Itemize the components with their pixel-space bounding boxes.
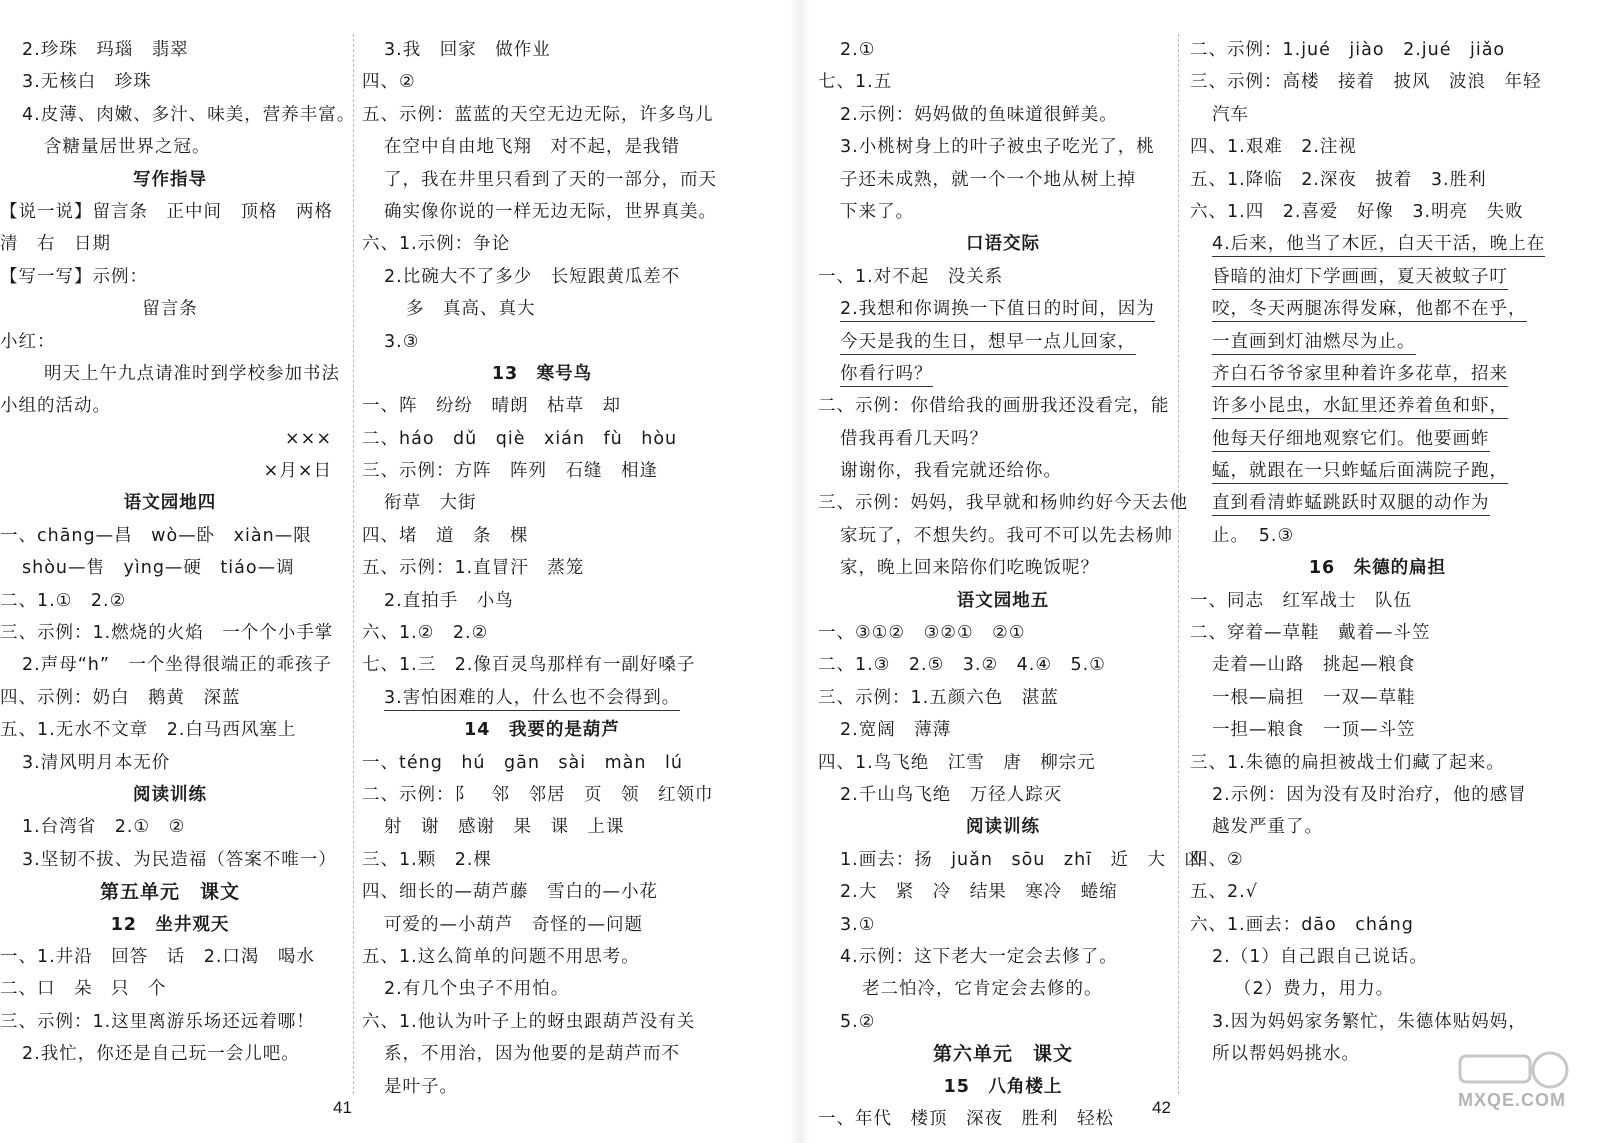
answer-line xyxy=(362,520,722,552)
answer-line xyxy=(1190,779,1565,811)
answer-line xyxy=(0,228,340,260)
answer-line xyxy=(0,390,340,422)
answer-text: 五、1.这么简单的问题不用思考。 xyxy=(362,946,640,967)
answer-line xyxy=(0,973,340,1005)
answer-text: 二、示例：阝 邻 邻居 页 领 红领巾 xyxy=(362,784,714,805)
answer-text: 所以帮妈妈挑水。 xyxy=(1212,1044,1360,1065)
answer-text: 3.我 回家 做作业 xyxy=(384,40,551,60)
answer-text: 越发严重了。 xyxy=(1212,817,1323,838)
answer-line xyxy=(1190,390,1565,422)
answer-line xyxy=(362,552,722,584)
answer-line xyxy=(1190,196,1565,228)
answer-line xyxy=(1190,164,1565,196)
answer-line xyxy=(818,973,1188,1005)
answer-text: 七、1.五 xyxy=(818,72,893,93)
section-heading xyxy=(0,487,340,519)
answer-text: 三、示例：妈妈，我早就和杨帅约好今天去他 xyxy=(818,493,1188,514)
answer-text: 七、1.三 2.像百灵鸟那样有一副好嗓子 xyxy=(362,655,696,676)
answer-text: 3.因为妈妈家务繁忙，朱德体贴妈妈， xyxy=(1212,1011,1527,1032)
answer-text: 家玩了，不想失约。我可不可以先去杨帅 xyxy=(840,525,1173,546)
answer-text: 一、阵 纷纷 晴朗 枯草 却 xyxy=(362,396,621,417)
answer-text: 他每天仔细地观察它们。他要画蚱 xyxy=(1212,429,1490,452)
answer-text: 2.（1）自己跟自己说话。 xyxy=(1212,946,1428,967)
answer-text: 二、háo dǔ qiè xián fù hòu xyxy=(362,428,678,449)
answer-text: 3.小桃树身上的叶子被虫子吃光了，桃 xyxy=(840,137,1155,158)
answer-text: 第六单元 课文 xyxy=(932,1043,1073,1066)
answer-line xyxy=(818,747,1188,779)
page-number-left: 41 xyxy=(333,1098,352,1117)
answer-line xyxy=(0,196,340,228)
answer-line xyxy=(1190,617,1565,649)
answer-line xyxy=(0,585,340,617)
answer-text: 许多小昆虫，水缸里还养着鱼和虾， xyxy=(1212,396,1508,419)
answer-text: 12 坐井观天 xyxy=(110,914,230,935)
section-heading xyxy=(0,293,340,325)
answer-text: 2.大 紧 冷 结果 寒冷 蜷缩 xyxy=(840,882,1118,903)
answer-line xyxy=(1190,747,1565,779)
page-number-right: 42 xyxy=(1152,1098,1171,1117)
answer-text: 四、示例：奶白 鹅黄 深蓝 xyxy=(0,687,241,708)
answer-line xyxy=(0,1006,340,1038)
answer-text: 语文园地五 xyxy=(956,590,1050,611)
answer-line xyxy=(818,844,1204,876)
answer-text: 小红： xyxy=(0,331,56,352)
answer-line xyxy=(362,779,722,811)
answer-line xyxy=(362,844,722,876)
answer-line xyxy=(0,811,340,843)
answer-line xyxy=(1190,423,1565,455)
answer-text: 4.示例：这下老大一定会去修了。 xyxy=(840,946,1118,967)
answer-text: 走着—山路 挑起—粮食 xyxy=(1212,655,1416,676)
watermark-text: MXQE.COM xyxy=(1458,1090,1567,1110)
answer-line xyxy=(1190,358,1565,390)
answer-line xyxy=(362,941,722,973)
section-heading xyxy=(362,714,722,746)
answer-text: 2.示例：妈妈做的鱼味道很鲜美。 xyxy=(840,104,1118,125)
answer-text: 可爱的—小葫芦 奇怪的—问题 xyxy=(384,914,643,935)
answer-line xyxy=(0,358,340,390)
answer-text: ×月×日 xyxy=(263,461,332,482)
answer-text: 三、示例：1.五颜六色 湛蓝 xyxy=(818,687,1059,708)
answer-text: 二、1.① 2.② xyxy=(0,590,127,611)
answer-line xyxy=(0,261,340,293)
answer-text: 三、示例：1.这里离游乐场还远着哪！ xyxy=(0,1011,315,1032)
answer-text: 齐白石爷爷家里种着许多花草，招来 xyxy=(1212,364,1508,387)
answer-text: 二、示例：1.jué jiào 2.jué jiǎo xyxy=(1190,40,1506,60)
answer-line xyxy=(362,487,722,519)
answer-line xyxy=(1190,228,1565,260)
answer-line xyxy=(0,34,340,66)
answer-line xyxy=(362,293,722,325)
answer-text: 五、1.降临 2.深夜 披着 3.胜利 xyxy=(1190,169,1487,190)
answer-line xyxy=(362,1071,722,1103)
answer-text: 一、téng hú gān sài màn lú xyxy=(362,752,683,773)
answer-line xyxy=(362,423,722,455)
answer-text: （2）费力，用力。 xyxy=(1234,979,1395,1000)
answer-text: 一、同志 红军战士 队伍 xyxy=(1190,590,1412,611)
answer-line xyxy=(1190,585,1565,617)
answer-text: ××× xyxy=(285,428,332,449)
answer-line xyxy=(1190,131,1565,163)
answer-line xyxy=(818,358,1188,390)
answer-text: 三、示例：高楼 接着 披风 波浪 年轻 xyxy=(1190,72,1542,93)
answer-text: 2.千山鸟飞绝 万径人踪灭 xyxy=(840,784,1063,805)
answer-line xyxy=(362,649,722,681)
answer-text: 含糖量居世界之冠。 xyxy=(44,137,211,158)
answer-text: 三、示例：方阵 阵列 石缝 相逢 xyxy=(362,461,658,482)
answer-line xyxy=(1190,811,1565,843)
answer-line xyxy=(0,747,340,779)
column-1 xyxy=(0,34,356,1071)
section-heading xyxy=(818,585,1188,617)
answer-line xyxy=(0,99,356,131)
watermark-icon xyxy=(1440,1048,1590,1128)
answer-line xyxy=(1190,844,1565,876)
answer-line xyxy=(1190,293,1565,325)
answer-line xyxy=(1190,34,1565,66)
answer-line xyxy=(818,909,1188,941)
answer-line xyxy=(818,326,1188,358)
answer-line xyxy=(818,131,1188,163)
answer-line xyxy=(362,876,722,908)
answer-line xyxy=(818,99,1188,131)
answer-line xyxy=(818,455,1188,487)
answer-line xyxy=(1190,714,1565,746)
answer-text: 止。 5.③ xyxy=(1212,525,1295,546)
answer-text: 四、② xyxy=(362,72,416,93)
answer-text: 3.无核白 珍珠 xyxy=(22,72,152,93)
answer-text: 二、口 朵 只 个 xyxy=(0,979,167,1000)
answer-text: 一、1.对不起 没关系 xyxy=(818,266,1004,287)
answer-text: 系，不用治，因为他要的是葫芦而不 xyxy=(384,1044,680,1065)
answer-text: 1.画去：扬 juǎn sōu zhī 近 大 凶 xyxy=(840,849,1204,870)
answer-line xyxy=(362,34,722,66)
answer-line xyxy=(1190,455,1565,487)
answer-text: 二、1.③ 2.⑤ 3.② 4.④ 5.① xyxy=(818,655,1106,676)
answer-line xyxy=(0,131,340,163)
answer-text: 第五单元 课文 xyxy=(99,881,240,904)
signature-line xyxy=(0,455,340,487)
answer-text: 直到看清蚱蜢跳跃时双腿的动作为 xyxy=(1212,493,1490,516)
answer-text: 下来了。 xyxy=(840,201,914,222)
answer-line xyxy=(1190,941,1565,973)
answer-text: 小组的活动。 xyxy=(0,396,111,417)
answer-text: 一担—粮食 一顶—斗笠 xyxy=(1212,720,1416,741)
answer-line xyxy=(0,520,340,552)
answer-text: 一、1.井沿 回答 话 2.口渴 喝水 xyxy=(0,946,315,967)
answer-text: 2.直拍手 小鸟 xyxy=(384,590,514,611)
column-divider xyxy=(353,34,354,1094)
answer-line xyxy=(0,844,340,876)
answer-line xyxy=(818,552,1188,584)
section-heading xyxy=(0,164,340,196)
answer-line xyxy=(818,423,1188,455)
answer-line xyxy=(1190,649,1565,681)
answer-text: 三、示例：1.燃烧的火焰 一个个小手掌 xyxy=(0,623,334,644)
answer-text: 二、示例：你借给我的画册我还没看完，能 xyxy=(818,396,1170,417)
answer-line xyxy=(362,1006,722,1038)
answer-text: 2.示例：因为没有及时治疗，他的感冒 xyxy=(1212,784,1527,805)
answer-text: 写作指导 xyxy=(133,169,207,190)
answer-line xyxy=(818,682,1188,714)
answer-text: 四、1.鸟飞绝 江雪 唐 柳宗元 xyxy=(818,752,1096,773)
answer-line xyxy=(0,66,340,98)
answer-line xyxy=(362,617,722,649)
answer-line xyxy=(818,520,1188,552)
answer-line xyxy=(362,131,722,163)
answer-text: 汽车 xyxy=(1212,104,1249,125)
column-4 xyxy=(1190,34,1565,1071)
answer-line xyxy=(818,1006,1188,1038)
answer-text: 阅读训练 xyxy=(966,817,1040,838)
answer-text: 今天是我的生日，想早一点儿回家， xyxy=(840,332,1136,355)
answer-text: 二、穿着—草鞋 戴着—斗笠 xyxy=(1190,623,1431,644)
section-heading xyxy=(362,358,722,390)
answer-text: 谢谢你，我看完就还给你。 xyxy=(840,461,1062,482)
answer-text: 2.宽阔 薄薄 xyxy=(840,720,952,741)
answer-line xyxy=(0,649,340,681)
answer-line xyxy=(818,164,1188,196)
answer-line xyxy=(818,390,1188,422)
answer-line xyxy=(818,261,1188,293)
answer-text: 在空中自由地飞翔 对不起，是我错 xyxy=(384,137,680,158)
answer-line xyxy=(1190,520,1565,552)
answer-line xyxy=(1190,682,1565,714)
answer-text: 3.坚韧不拔、为民造福（答案不唯一） xyxy=(22,849,337,870)
answer-line xyxy=(362,811,722,843)
answer-line xyxy=(0,617,340,649)
answer-line xyxy=(362,164,722,196)
answer-text: 五、示例：1.直冒汗 蒸笼 xyxy=(362,558,585,579)
answer-text: 一、chāng—昌 wò—卧 xiàn—限 xyxy=(0,525,312,546)
answer-text: 老二怕冷，它肯定会去修的。 xyxy=(862,979,1103,1000)
answer-text: 5.② xyxy=(840,1011,876,1032)
answer-text: 13 寒号鸟 xyxy=(491,363,593,384)
answer-text: 射 谢 感谢 果 课 上课 xyxy=(384,817,625,838)
answer-line xyxy=(1190,326,1565,358)
answer-text: 阅读训练 xyxy=(133,784,207,805)
answer-text: 六、1.② 2.② xyxy=(362,623,489,644)
answer-line xyxy=(818,714,1188,746)
section-heading xyxy=(818,1038,1188,1070)
column-3 xyxy=(818,34,1204,1135)
answer-text: 确实像你说的一样无边无际，世界真美。 xyxy=(384,201,717,222)
answer-line xyxy=(362,1038,722,1070)
answer-text: 四、细长的—葫芦藤 雪白的—小花 xyxy=(362,882,658,903)
answer-text: 三、1.颗 2.棵 xyxy=(362,849,492,870)
answer-text: 是叶子。 xyxy=(384,1076,458,1097)
answer-line xyxy=(818,617,1188,649)
answer-text: 留言条 xyxy=(142,299,198,320)
answer-text: 一根—扁担 一双—草鞋 xyxy=(1212,687,1416,708)
answer-text: 五、示例：蓝蓝的天空无边无际，许多鸟儿 xyxy=(362,104,714,125)
answer-text: 2.声母“h” 一个坐得很端正的乖孩子 xyxy=(22,655,332,676)
watermark-logo xyxy=(1440,1048,1590,1128)
answer-text: 家，晚上回来陪你们吃晚饭呢？ xyxy=(840,558,1099,579)
answer-line xyxy=(1190,1006,1565,1038)
book-gutter xyxy=(790,0,810,1143)
answer-text: 四、1.艰难 2.注视 xyxy=(1190,137,1357,158)
answer-text: 五、2.√ xyxy=(1190,882,1258,903)
answer-text: 2.① xyxy=(840,40,876,60)
answer-line xyxy=(362,585,722,617)
answer-text: 四、② xyxy=(1190,849,1244,870)
answer-line xyxy=(1190,876,1565,908)
answer-text: 4.后来，他当了木匠，白天干活，晚上在 xyxy=(1212,234,1545,257)
column-2 xyxy=(362,34,722,1103)
answer-text: 子还未成熟，就一个一个地从树上掉 xyxy=(840,169,1136,190)
answer-text: 昏暗的油灯下学画画，夏天被蚊子叮 xyxy=(1212,267,1508,290)
answer-text: 清 右 日期 xyxy=(0,234,111,255)
answer-text: 六、1.画去：dāo cháng xyxy=(1190,914,1414,935)
answer-line xyxy=(0,682,340,714)
answer-line xyxy=(818,34,1188,66)
answer-line xyxy=(362,66,722,98)
answer-text: 【说一说】留言条 正中间 顶格 两格 xyxy=(0,201,333,222)
answer-text: 3.③ xyxy=(384,331,420,352)
section-heading xyxy=(0,779,340,811)
answer-line xyxy=(362,228,722,260)
answer-line xyxy=(1190,261,1565,293)
answer-line xyxy=(0,1038,340,1070)
answer-line xyxy=(362,747,722,779)
answer-line xyxy=(0,552,340,584)
answer-text: 2.我忙，你还是自己玩一会儿吧。 xyxy=(22,1044,300,1065)
answer-line xyxy=(362,455,722,487)
answer-line xyxy=(0,941,340,973)
answer-line xyxy=(0,714,340,746)
section-heading xyxy=(1190,552,1565,584)
answer-line xyxy=(1190,487,1565,519)
answer-line xyxy=(362,196,722,228)
answer-text: 六、1.四 2.喜爱 好像 3.明亮 失败 xyxy=(1190,201,1524,222)
answer-text: 蜢，就跟在一只蚱蜢后面满院子跑， xyxy=(1212,461,1508,484)
answer-text: 明天上午九点请准时到学校参加书法 xyxy=(44,363,340,384)
answer-line xyxy=(818,66,1188,98)
answer-line xyxy=(362,682,722,714)
answer-line xyxy=(818,941,1188,973)
section-heading xyxy=(818,1071,1188,1103)
answer-text: 一直画到灯油燃尽为止。 xyxy=(1212,332,1416,355)
answer-line xyxy=(818,293,1188,325)
section-heading xyxy=(818,228,1188,260)
answer-line xyxy=(818,196,1188,228)
answer-line xyxy=(1190,909,1565,941)
answer-text: 3.清风明月本无价 xyxy=(22,752,171,773)
answer-text: 了，我在井里只看到了天的一部分，而天 xyxy=(384,169,717,190)
answer-text: 2.比碗大不了多少 长短跟黄瓜差不 xyxy=(384,266,681,287)
answer-line xyxy=(818,1103,1188,1135)
answer-text: 15 八角楼上 xyxy=(943,1076,1063,1097)
answer-text: 14 我要的是葫芦 xyxy=(464,720,620,741)
answer-text: 3.① xyxy=(840,914,876,935)
answer-line xyxy=(1190,99,1565,131)
section-heading xyxy=(0,909,340,941)
answer-line xyxy=(1190,973,1565,1005)
answer-text: 四、堵 道 条 棵 xyxy=(362,525,529,546)
answer-text: 【写一写】示例： xyxy=(0,266,148,287)
answer-text: shòu—售 yìng—硬 tiáo—调 xyxy=(22,558,295,579)
answer-line xyxy=(362,390,722,422)
answer-line xyxy=(362,261,722,293)
answer-line xyxy=(818,649,1188,681)
answer-line xyxy=(818,779,1188,811)
section-heading xyxy=(0,876,340,908)
answer-text: 六、1.示例：争论 xyxy=(362,234,511,255)
answer-text: 一、③①② ③②① ②① xyxy=(818,623,1026,644)
answer-line xyxy=(362,99,722,131)
answer-text: 五、1.无水不文章 2.白马西风塞上 xyxy=(0,720,297,741)
answer-line xyxy=(1190,66,1565,98)
answer-line xyxy=(362,909,722,941)
answer-text: 六、1.他认为叶子上的蚜虫跟葫芦没有关 xyxy=(362,1011,696,1032)
answer-text: 你看行吗？ xyxy=(840,364,933,387)
answer-line xyxy=(362,326,722,358)
answer-text: 借我再看几天吗？ xyxy=(840,428,988,449)
answer-text: 一、年代 楼顶 深夜 胜利 轻松 xyxy=(818,1108,1114,1129)
column-divider xyxy=(1178,34,1179,1094)
answer-line xyxy=(0,326,340,358)
answer-text: 2.有几个虫子不用怕。 xyxy=(384,979,570,1000)
answer-text: 1.台湾省 2.① ② xyxy=(22,817,186,838)
answer-text: 三、1.朱德的扁担被战士们藏了起来。 xyxy=(1190,752,1505,773)
answer-text: 16 朱德的扁担 xyxy=(1308,558,1447,579)
answer-text: 3.害怕困难的人，什么也不会得到。 xyxy=(384,688,680,711)
answer-text: 多 真高、真大 xyxy=(406,299,536,320)
answer-text: 咬，冬天两腿冻得发麻，他都不在乎， xyxy=(1212,299,1527,322)
section-heading xyxy=(818,811,1188,843)
answer-text: 语文园地四 xyxy=(123,493,217,514)
answer-text: 2.我想和你调换一下值日的时间，因为 xyxy=(840,299,1155,322)
answer-line xyxy=(818,876,1188,908)
answer-line xyxy=(362,973,722,1005)
answer-text: 4.皮薄、肉嫩、多汁、味美，营养丰富。 xyxy=(22,104,356,125)
signature-line xyxy=(0,423,340,455)
answer-text: 衔草 大街 xyxy=(384,493,477,514)
answer-line xyxy=(818,487,1188,519)
answer-text: 2.珍珠 玛瑙 翡翠 xyxy=(22,40,189,60)
answer-text: 口语交际 xyxy=(966,234,1040,255)
